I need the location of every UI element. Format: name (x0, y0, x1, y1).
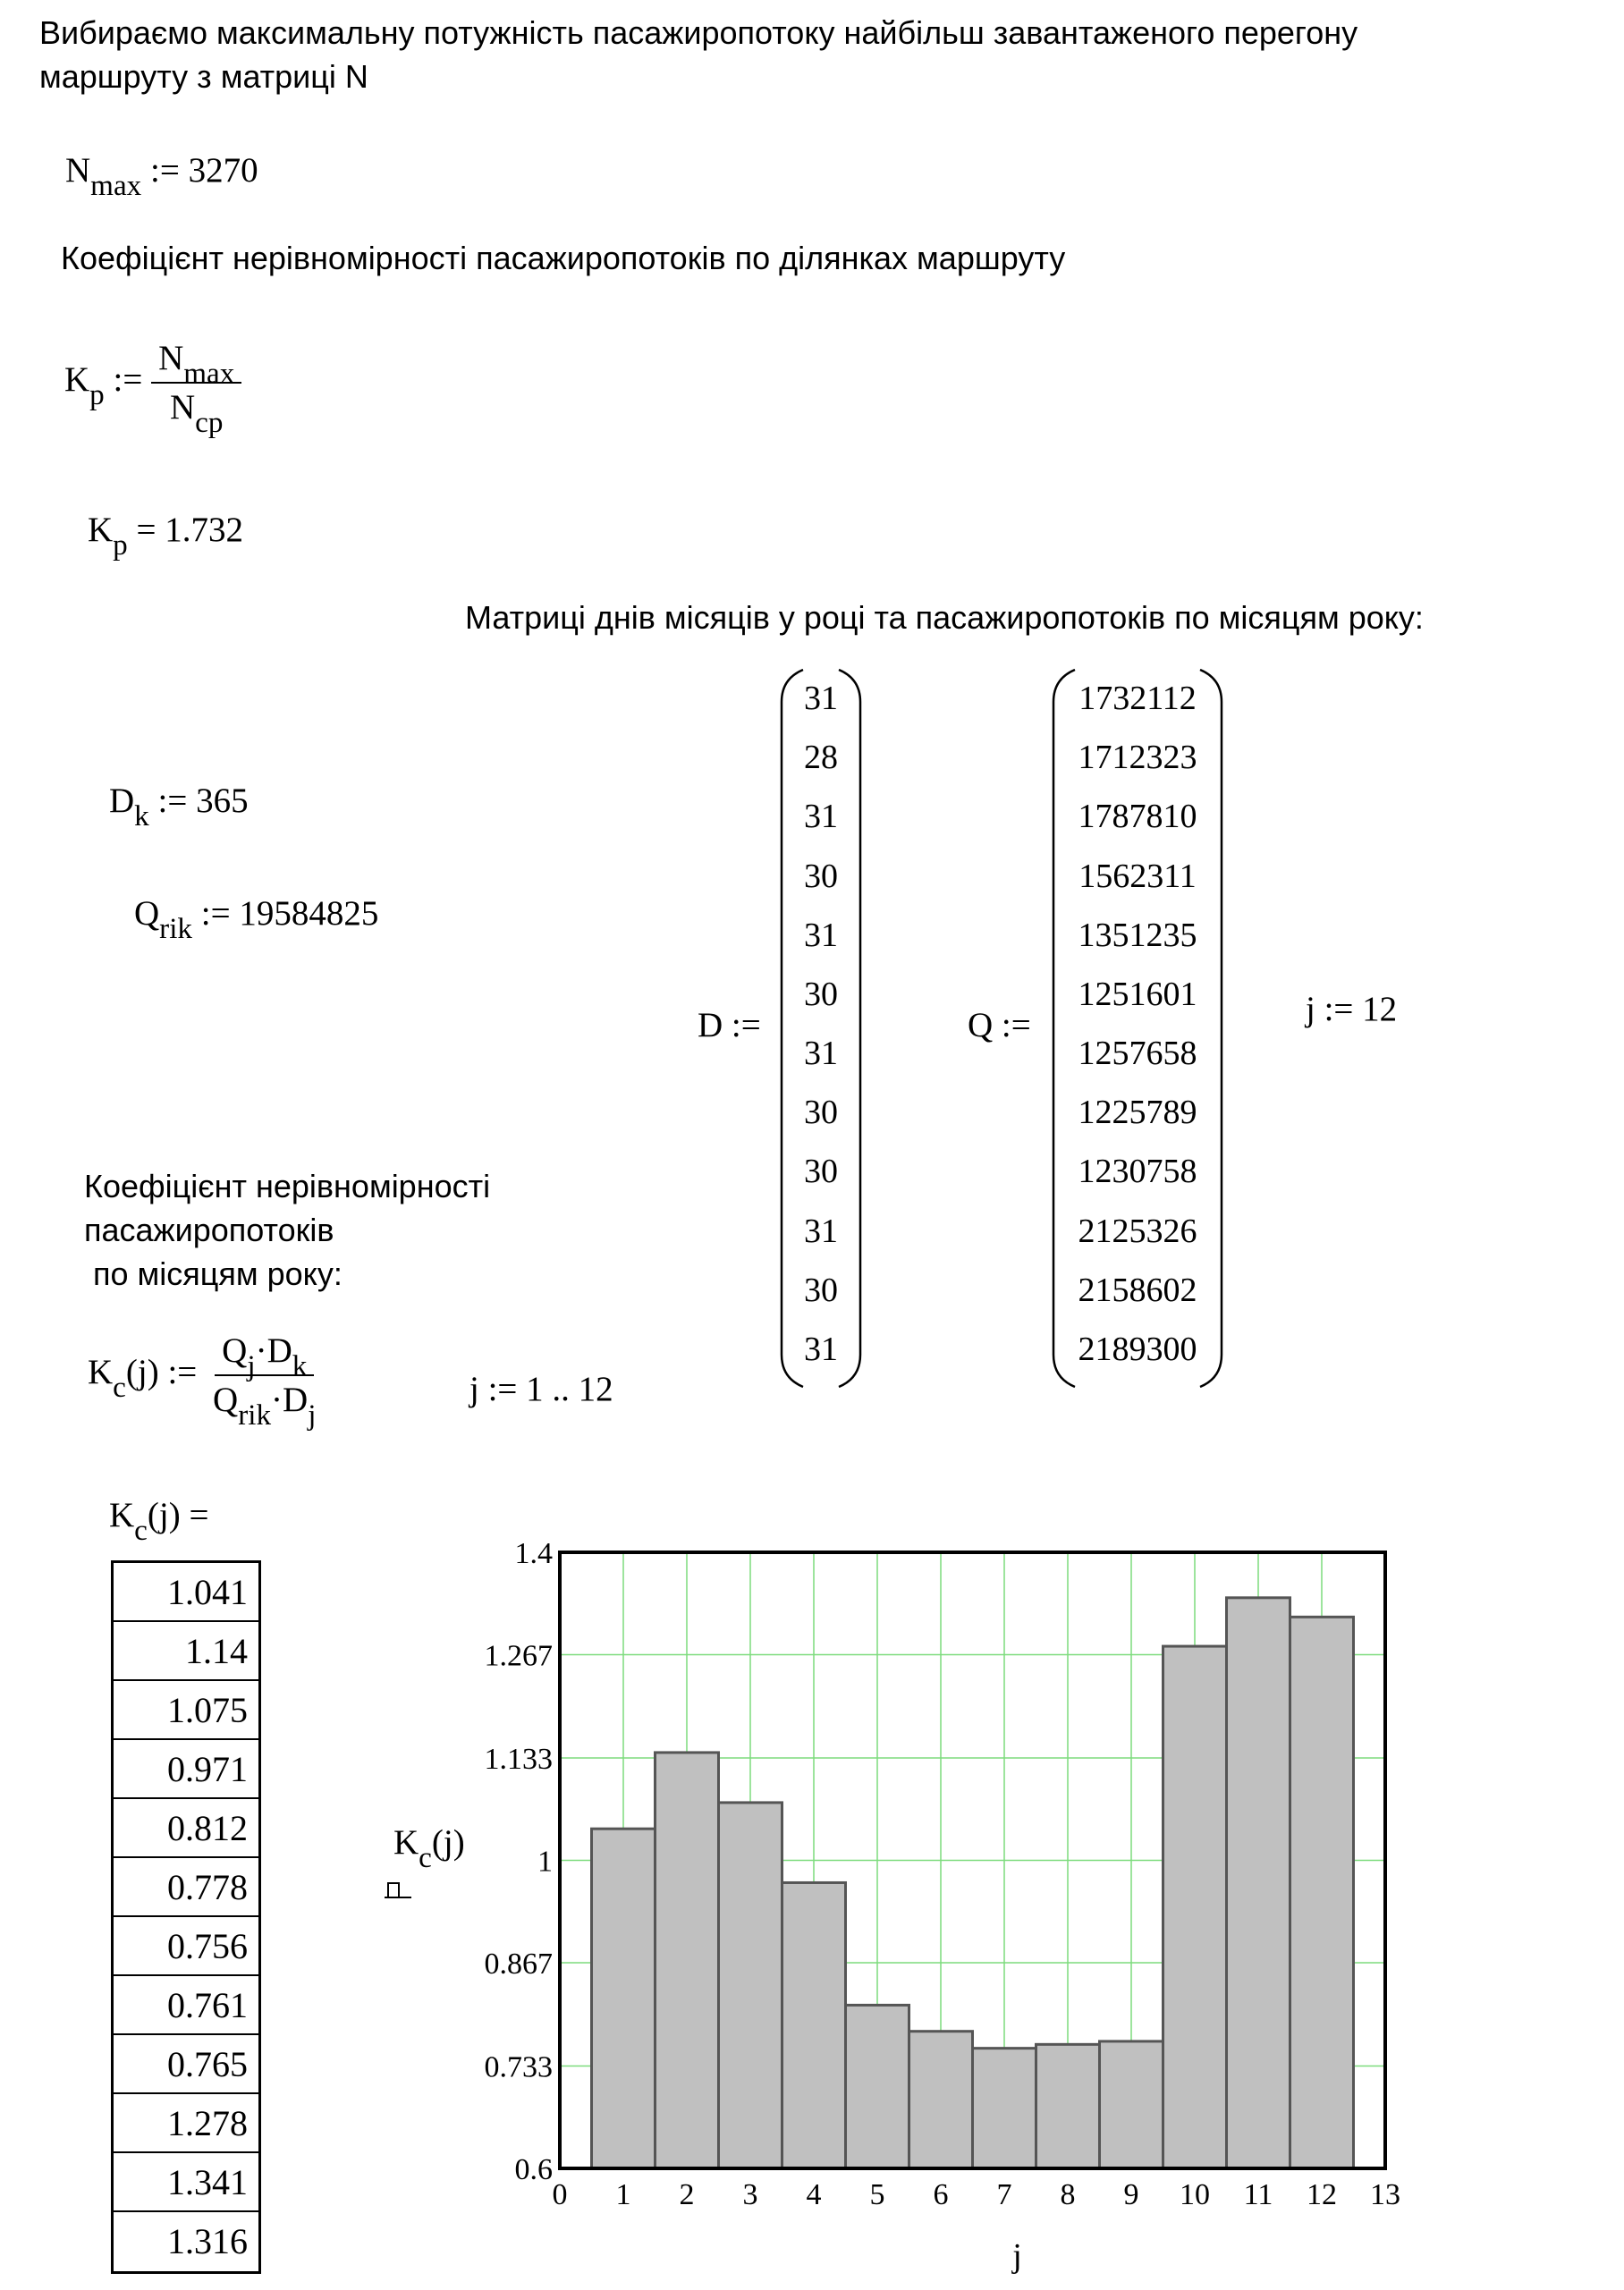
q-matrix-cell: 1562311 (1078, 857, 1197, 895)
kc-result-cell: 0.971 (114, 1740, 258, 1799)
chart-bar (1290, 1617, 1354, 2168)
intro-line-1: Вибираємо максимальну потужність пасажиропотоку найбільш завантаженого перегону (39, 14, 1358, 51)
d-matrix-label: D := (698, 1006, 761, 1044)
y-tick-label: 0.6 (514, 2153, 553, 2186)
d-matrix-cell: 28 (804, 739, 838, 777)
x-tick-label: 4 (806, 2178, 822, 2211)
q-matrix-cell: 1225789 (1078, 1094, 1197, 1132)
kp-result: $K_p = 1.732$ (88, 511, 243, 562)
matrices-heading: Матриці днів місяців у році та пасажиропотоків по місяцям року: (465, 599, 1424, 636)
x-tick-label: 2 (679, 2178, 695, 2211)
q-matrix-cell: 1787810 (1078, 798, 1197, 836)
x-tick-label: 12 (1307, 2178, 1337, 2211)
j-range: j := 1 .. 12 (469, 1370, 613, 1408)
x-tick-label: 3 (742, 2178, 758, 2211)
x-tick-label: 1 (615, 2178, 631, 2211)
kc-result-cell: 1.14 (114, 1622, 258, 1681)
kc-result-label: $K_c(j)$ = (109, 1496, 209, 1547)
qrik-assignment: $Q_{rik}$ := 19584825 (134, 894, 379, 945)
trace-marker-icon (385, 1878, 415, 1901)
q-matrix-label: Q := (968, 1006, 1031, 1044)
dk-assignment: $D_k$ := 365 (109, 782, 249, 832)
kc-result-cell: 1.075 (114, 1681, 258, 1740)
q-matrix-cell: 1251601 (1078, 975, 1197, 1013)
d-matrix-cell: 30 (804, 1094, 838, 1132)
q-matrix-cell: 2125326 (1078, 1212, 1197, 1250)
chart-bar (1163, 1646, 1227, 2168)
kc-definition: $K_c(j)$ := $\frac{Q_j\cdot D_k}{Q_{rik}\cdot D_j}$ (88, 1331, 323, 1420)
x-tick-label: 6 (933, 2178, 949, 2211)
chart-bar (782, 1882, 846, 2168)
chart-bar (592, 1829, 656, 2168)
x-tick-label: 5 (869, 2178, 885, 2211)
nmax-assignment: $N_{max}$ := 3270 (65, 151, 258, 202)
q-matrix-cell: 2189300 (1078, 1330, 1197, 1368)
kc-result-cell: 1.316 (167, 2221, 248, 2261)
kc-heading-line-3: по місяцям року: (84, 1255, 343, 1292)
x-tick-label: 11 (1243, 2178, 1273, 2211)
kp-definition: $K_p$ := $\frac{N_{max}}{N_{cp}}$ (64, 338, 241, 427)
d-matrix-cell: 31 (804, 916, 838, 954)
y-tick-label: 1.133 (484, 1742, 553, 1776)
q-matrix-cell: 1732112 (1078, 680, 1197, 718)
kc-result-cell: 1.341 (114, 2153, 258, 2212)
y-tick-label: 1 (537, 1845, 553, 1879)
kc-heading-line-2: пасажиропотоків (84, 1212, 334, 1248)
x-tick-label: 8 (1060, 2178, 1076, 2211)
chart-bar (656, 1753, 719, 2168)
kp-fraction: $\frac{N_{max}}{N_{cp}}$ (151, 338, 241, 427)
x-tick-label: 13 (1370, 2178, 1400, 2211)
d-matrix-cell: 30 (804, 1271, 838, 1309)
x-tick-label: 0 (552, 2178, 568, 2211)
y-tick-label: 1.4 (514, 1537, 553, 1570)
d-matrix-cell: 31 (804, 798, 838, 836)
kc-result-cell: 0.812 (114, 1799, 258, 1858)
kc-result-cell: 0.778 (114, 1858, 258, 1917)
d-matrix-cell: 31 (804, 1035, 838, 1073)
chart-bar (1100, 2041, 1163, 2168)
d-matrix-cell: 30 (804, 857, 838, 895)
intro-line-2: маршруту з матриці N (39, 58, 368, 95)
q-matrix-cell: 2158602 (1078, 1271, 1197, 1309)
chart-bar (909, 2032, 973, 2168)
d-matrix-cell: 30 (804, 975, 838, 1013)
q-matrix-cell: 1257658 (1078, 1035, 1197, 1073)
kc-result-cell: 0.756 (114, 1917, 258, 1976)
chart-bar (719, 1803, 782, 2168)
chart-bar (1227, 1598, 1290, 2168)
d-matrix-cell: 30 (804, 1153, 838, 1191)
d-matrix-cell: 31 (804, 680, 838, 718)
x-tick-label: 7 (996, 2178, 1012, 2211)
q-matrix-cell: 1351235 (1078, 916, 1197, 954)
chart-y-label: $K_c(j)$ (393, 1823, 465, 1874)
kc-result-cell: 1.041 (114, 1563, 258, 1622)
y-tick-label: 0.733 (484, 2050, 553, 2084)
kc-result-cell: 0.765 (114, 2035, 258, 2094)
x-tick-label: 9 (1123, 2178, 1139, 2211)
d-matrix-cell: 31 (804, 1212, 838, 1250)
q-matrix-cell: 1230758 (1078, 1153, 1197, 1191)
chart-bar (846, 2005, 909, 2168)
d-matrix-cell: 31 (804, 1330, 838, 1368)
kc-heading-line-1: Коефіцієнт нерівномірності (84, 1168, 491, 1204)
y-tick-label: 1.267 (484, 1639, 553, 1673)
y-tick-label: 0.867 (484, 1948, 553, 1982)
kp-heading: Коефіцієнт нерівномірності пасажиропотоків по ділянках маршруту (61, 240, 1066, 276)
x-tick-label: 10 (1180, 2178, 1210, 2211)
kc-result-cell: 0.761 (114, 1976, 258, 2035)
kc-result-cell: 1.278 (114, 2094, 258, 2153)
kc-fraction: $\frac{Q_j\cdot D_k}{Q_{rik}\cdot D_j}$ (213, 1331, 317, 1432)
j-assignment: j := 12 (1306, 990, 1398, 1028)
x-axis-label: j (1012, 2237, 1022, 2275)
q-matrix-cell: 1712323 (1078, 739, 1197, 777)
chart-bar (1036, 2044, 1100, 2168)
chart-bar (973, 2049, 1036, 2168)
